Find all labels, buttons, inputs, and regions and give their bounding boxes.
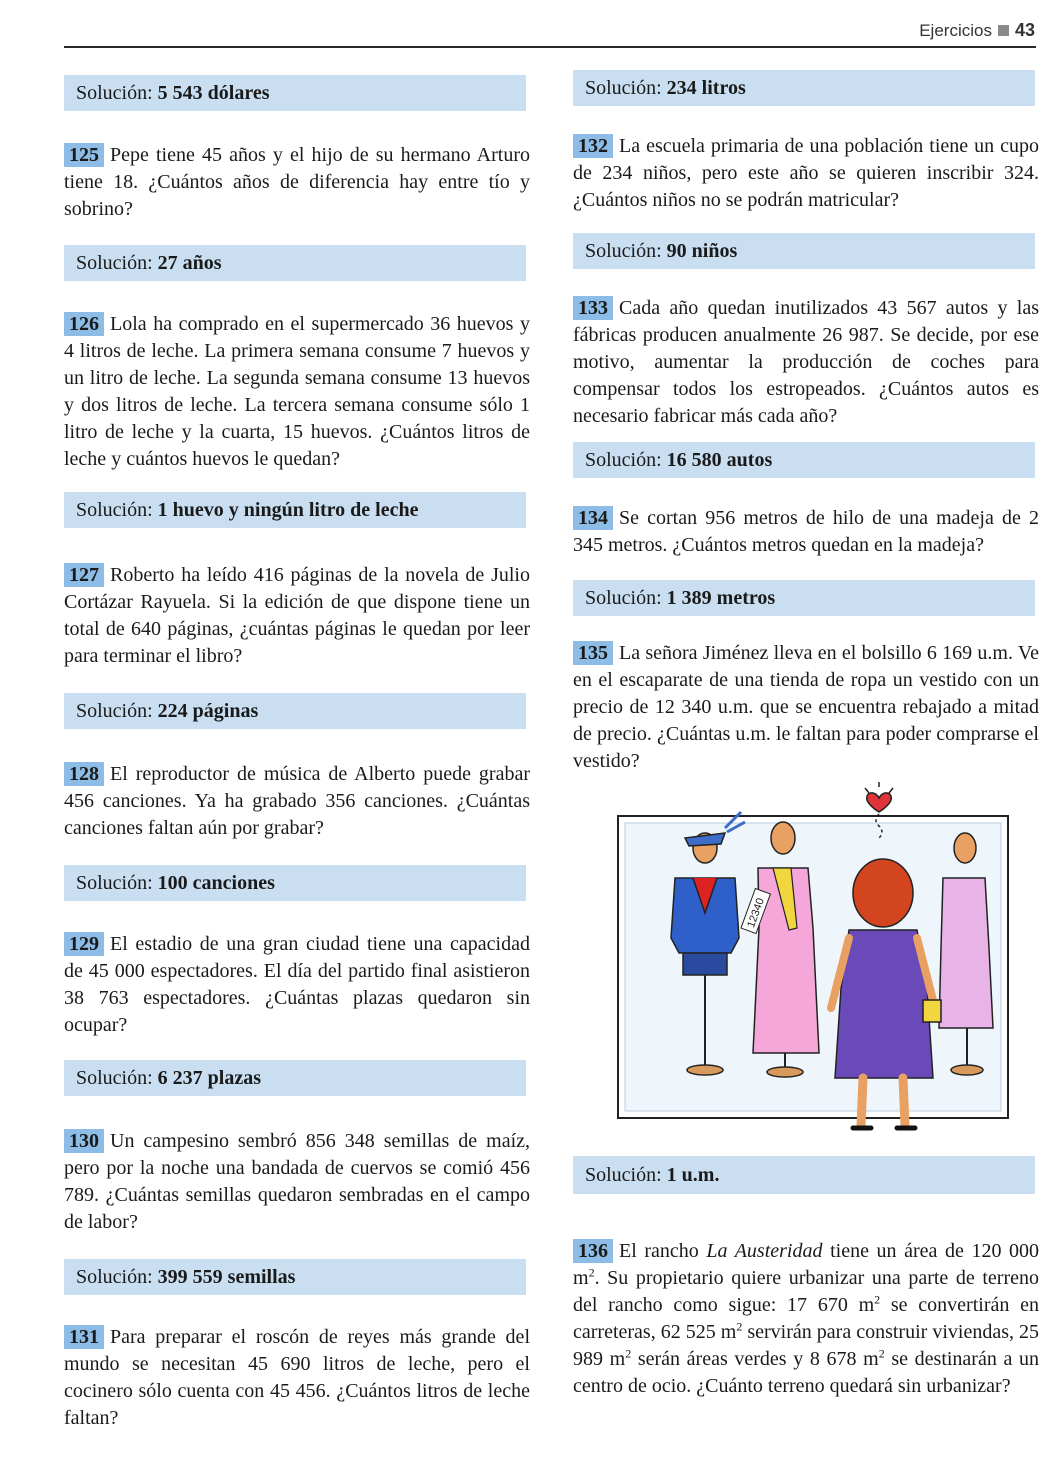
solution-value: 234 litros: [666, 77, 746, 99]
exponent: 2: [874, 1292, 881, 1307]
solution-134: [573, 580, 1035, 616]
problem-127: [64, 562, 530, 670]
problem-text: Un campesino sembró 856 348 semillas de maíz, pero por la noche una bandada de cuervos se comió 456 789. ¿Cuántas semillas quedaron sembradas en el campo de labor?: [64, 1130, 530, 1233]
problem-text: . Su propietario quiere urbanizar una parte de terreno del rancho como sigue: 17 670 m: [573, 1267, 1039, 1316]
solution-value: 5 543 dólares: [157, 82, 270, 104]
problem-number: 125: [64, 143, 104, 167]
solution-label: Solución:: [585, 1164, 662, 1186]
solution-label: Solución:: [76, 499, 153, 521]
problem-text: El reproductor de música de Alberto puede grabar 456 canciones. Ya ha grabado 356 canciones. ¿Cuántas canciones faltan aún por grabar?: [64, 763, 530, 839]
problem-text: Se cortan 956 metros de hilo de una madeja de 2 345 metros. ¿Cuántos metros quedan en la madeja?: [573, 507, 1039, 556]
exponent: 2: [878, 1346, 885, 1361]
problem-number: 133: [573, 296, 613, 320]
solution-124: [64, 75, 526, 111]
solution-132: [573, 233, 1035, 269]
yellow-handbag: [923, 1000, 941, 1022]
solution-128: [64, 865, 526, 901]
ranch-name: La Austeridad: [706, 1240, 823, 1262]
mannequin-head: [771, 822, 795, 854]
problem-number: 135: [573, 641, 613, 665]
header-rule: [64, 46, 1036, 48]
solution-133: [573, 442, 1035, 478]
solution-value: 6 237 plazas: [157, 1067, 262, 1089]
solution-value: 16 580 autos: [666, 449, 773, 471]
mannequin-base: [687, 1065, 723, 1075]
solution-129: [64, 1060, 526, 1096]
square-bullet-icon: [998, 25, 1009, 36]
problem-number: 132: [573, 134, 613, 158]
running-head: [919, 20, 1035, 41]
solution-130: [64, 1259, 526, 1295]
problem-126: [64, 311, 530, 473]
solution-127: [64, 693, 526, 729]
problem-number: 128: [64, 762, 104, 786]
exponent: 2: [625, 1346, 632, 1361]
problem-129: [64, 931, 530, 1039]
problem-text: El estadio de una gran ciudad tiene una capacidad de 45 000 espectadores. El día del partido final asistieron 38 763 espectadores. ¿Cuántas plazas quedaron sin ocupar?: [64, 933, 530, 1036]
solution-value: 1 huevo y ningún litro de leche: [157, 499, 419, 521]
problem-text: serán áreas verdes y 8 678 m: [631, 1348, 879, 1370]
page-header: [0, 0, 1059, 50]
mannequin-base: [767, 1067, 803, 1077]
blue-skirt: [683, 953, 727, 975]
problem-125: [64, 142, 530, 223]
solution-value: 1 389 metros: [666, 587, 776, 609]
problem-text: Roberto ha leído 416 páginas de la novela de Julio Cortázar Rayuela. Si la edición de que dispone tiene un total de 640 páginas, ¿cuántas páginas le quedan por leer para terminar el libro?: [64, 564, 530, 667]
solution-label: Solución:: [76, 1266, 153, 1288]
problem-133: [573, 295, 1039, 430]
problem-text: El rancho: [619, 1240, 699, 1262]
problem-number: 127: [64, 563, 104, 587]
solution-label: Solución:: [76, 872, 153, 894]
solution-label: Solución:: [76, 1067, 153, 1089]
problem-134: [573, 505, 1039, 559]
solution-value: 90 niños: [666, 240, 738, 262]
problem-text: La señora Jiménez lleva en el bolsillo 6 169 u.m. Ve en el escaparate de una tienda de ropa un vestido con un precio de 12 340 u.m. que se encuentra rebajado a mitad de precio. ¿Cuántas u.m. le faltan para poder comprarse el vestido?: [573, 642, 1039, 772]
problem-text: Pepe tiene 45 años y el hijo de su hermano Arturo tiene 18. ¿Cuántos años de diferencia hay entre tío y sobrino?: [64, 144, 530, 220]
problem-number: 134: [573, 506, 613, 530]
problem-text: tiene un área de 120 000 m: [573, 1240, 1040, 1289]
solution-value: 399 559 semillas: [157, 1266, 296, 1288]
solution-131: [573, 70, 1035, 106]
problem-text: Para preparar el roscón de reyes más grande del mundo se necesitan 45 690 litros de leche, pero el cocinero sólo cuenta con 45 456. ¿Cuántos litros de leche faltan?: [64, 1326, 530, 1429]
solution-label: Solución:: [585, 449, 662, 471]
problem-number: 129: [64, 932, 104, 956]
problem-text: se convertirán en carreteras, 62 525 m: [573, 1294, 1039, 1343]
problem-number: 131: [64, 1325, 104, 1349]
solution-value: 27 años: [157, 252, 222, 274]
problem-number: 130: [64, 1129, 104, 1153]
solution-125: [64, 245, 526, 281]
solution-label: Solución:: [585, 240, 662, 262]
heart-icon: [867, 793, 892, 812]
problem-131: [64, 1324, 530, 1432]
solution-135: [573, 1156, 1035, 1194]
problem-text: La escuela primaria de una población tiene un cupo de 234 niños, pero este año se quieren inscribir 324. ¿Cuántos niños no se podrán matricular?: [573, 135, 1039, 211]
solution-label: Solución:: [76, 82, 153, 104]
mannequin-head: [954, 833, 976, 863]
problem-text: servirán para construir viviendas, 25 989 m: [573, 1321, 1039, 1370]
solution-label: Solución:: [585, 77, 662, 99]
page-number: 43: [1014, 20, 1035, 40]
problem-135: [573, 640, 1039, 775]
problem-128: [64, 761, 530, 842]
shop-window-illustration: [613, 778, 1013, 1138]
problem-136: [573, 1238, 1039, 1400]
problem-text: Lola ha comprado en el supermercado 36 huevos y 4 litros de leche. La primera semana consume 7 huevos y un litro de leche. La segunda semana consume 13 huevos y dos litros de leche. La tercera semana consume sólo 1 litro de leche y la cuarta, 15 huevos. ¿Cuántos litros de leche y cuántos huevos le quedan?: [64, 313, 530, 470]
heart-ray: [865, 788, 869, 793]
section-title: Ejercicios: [919, 20, 992, 40]
problem-number: 126: [64, 312, 104, 336]
problem-text: se destinarán a un centro de ocio. ¿Cuánto terreno quedará sin urbanizar?: [573, 1348, 1040, 1397]
problem-text: Cada año quedan inutilizados 43 567 autos y las fábricas producen anualmente 26 987. Se decide, por ese motivo, aumentar la producción de coches para compensar todos los estropeados. ¿Cuántos autos es necesario fabricar más cada año?: [573, 297, 1039, 427]
woman-hair: [853, 859, 913, 927]
solution-value: 1 u.m.: [666, 1164, 720, 1186]
exponent: 2: [736, 1319, 743, 1334]
mannequin-base: [951, 1065, 983, 1075]
solution-label: Solución:: [76, 252, 153, 274]
exponent: 2: [588, 1265, 595, 1280]
problem-number: 136: [573, 1239, 613, 1263]
lilac-dress: [939, 878, 993, 1028]
solution-label: Solución:: [585, 587, 662, 609]
solution-126: [64, 492, 526, 528]
solution-value: 100 canciones: [157, 872, 275, 894]
solution-label: Solución:: [76, 700, 153, 722]
problem-132: [573, 133, 1039, 214]
solution-value: 224 páginas: [157, 700, 259, 722]
heart-ray: [889, 788, 893, 793]
price-tag-text: 12340: [745, 896, 767, 930]
problem-130: [64, 1128, 530, 1236]
